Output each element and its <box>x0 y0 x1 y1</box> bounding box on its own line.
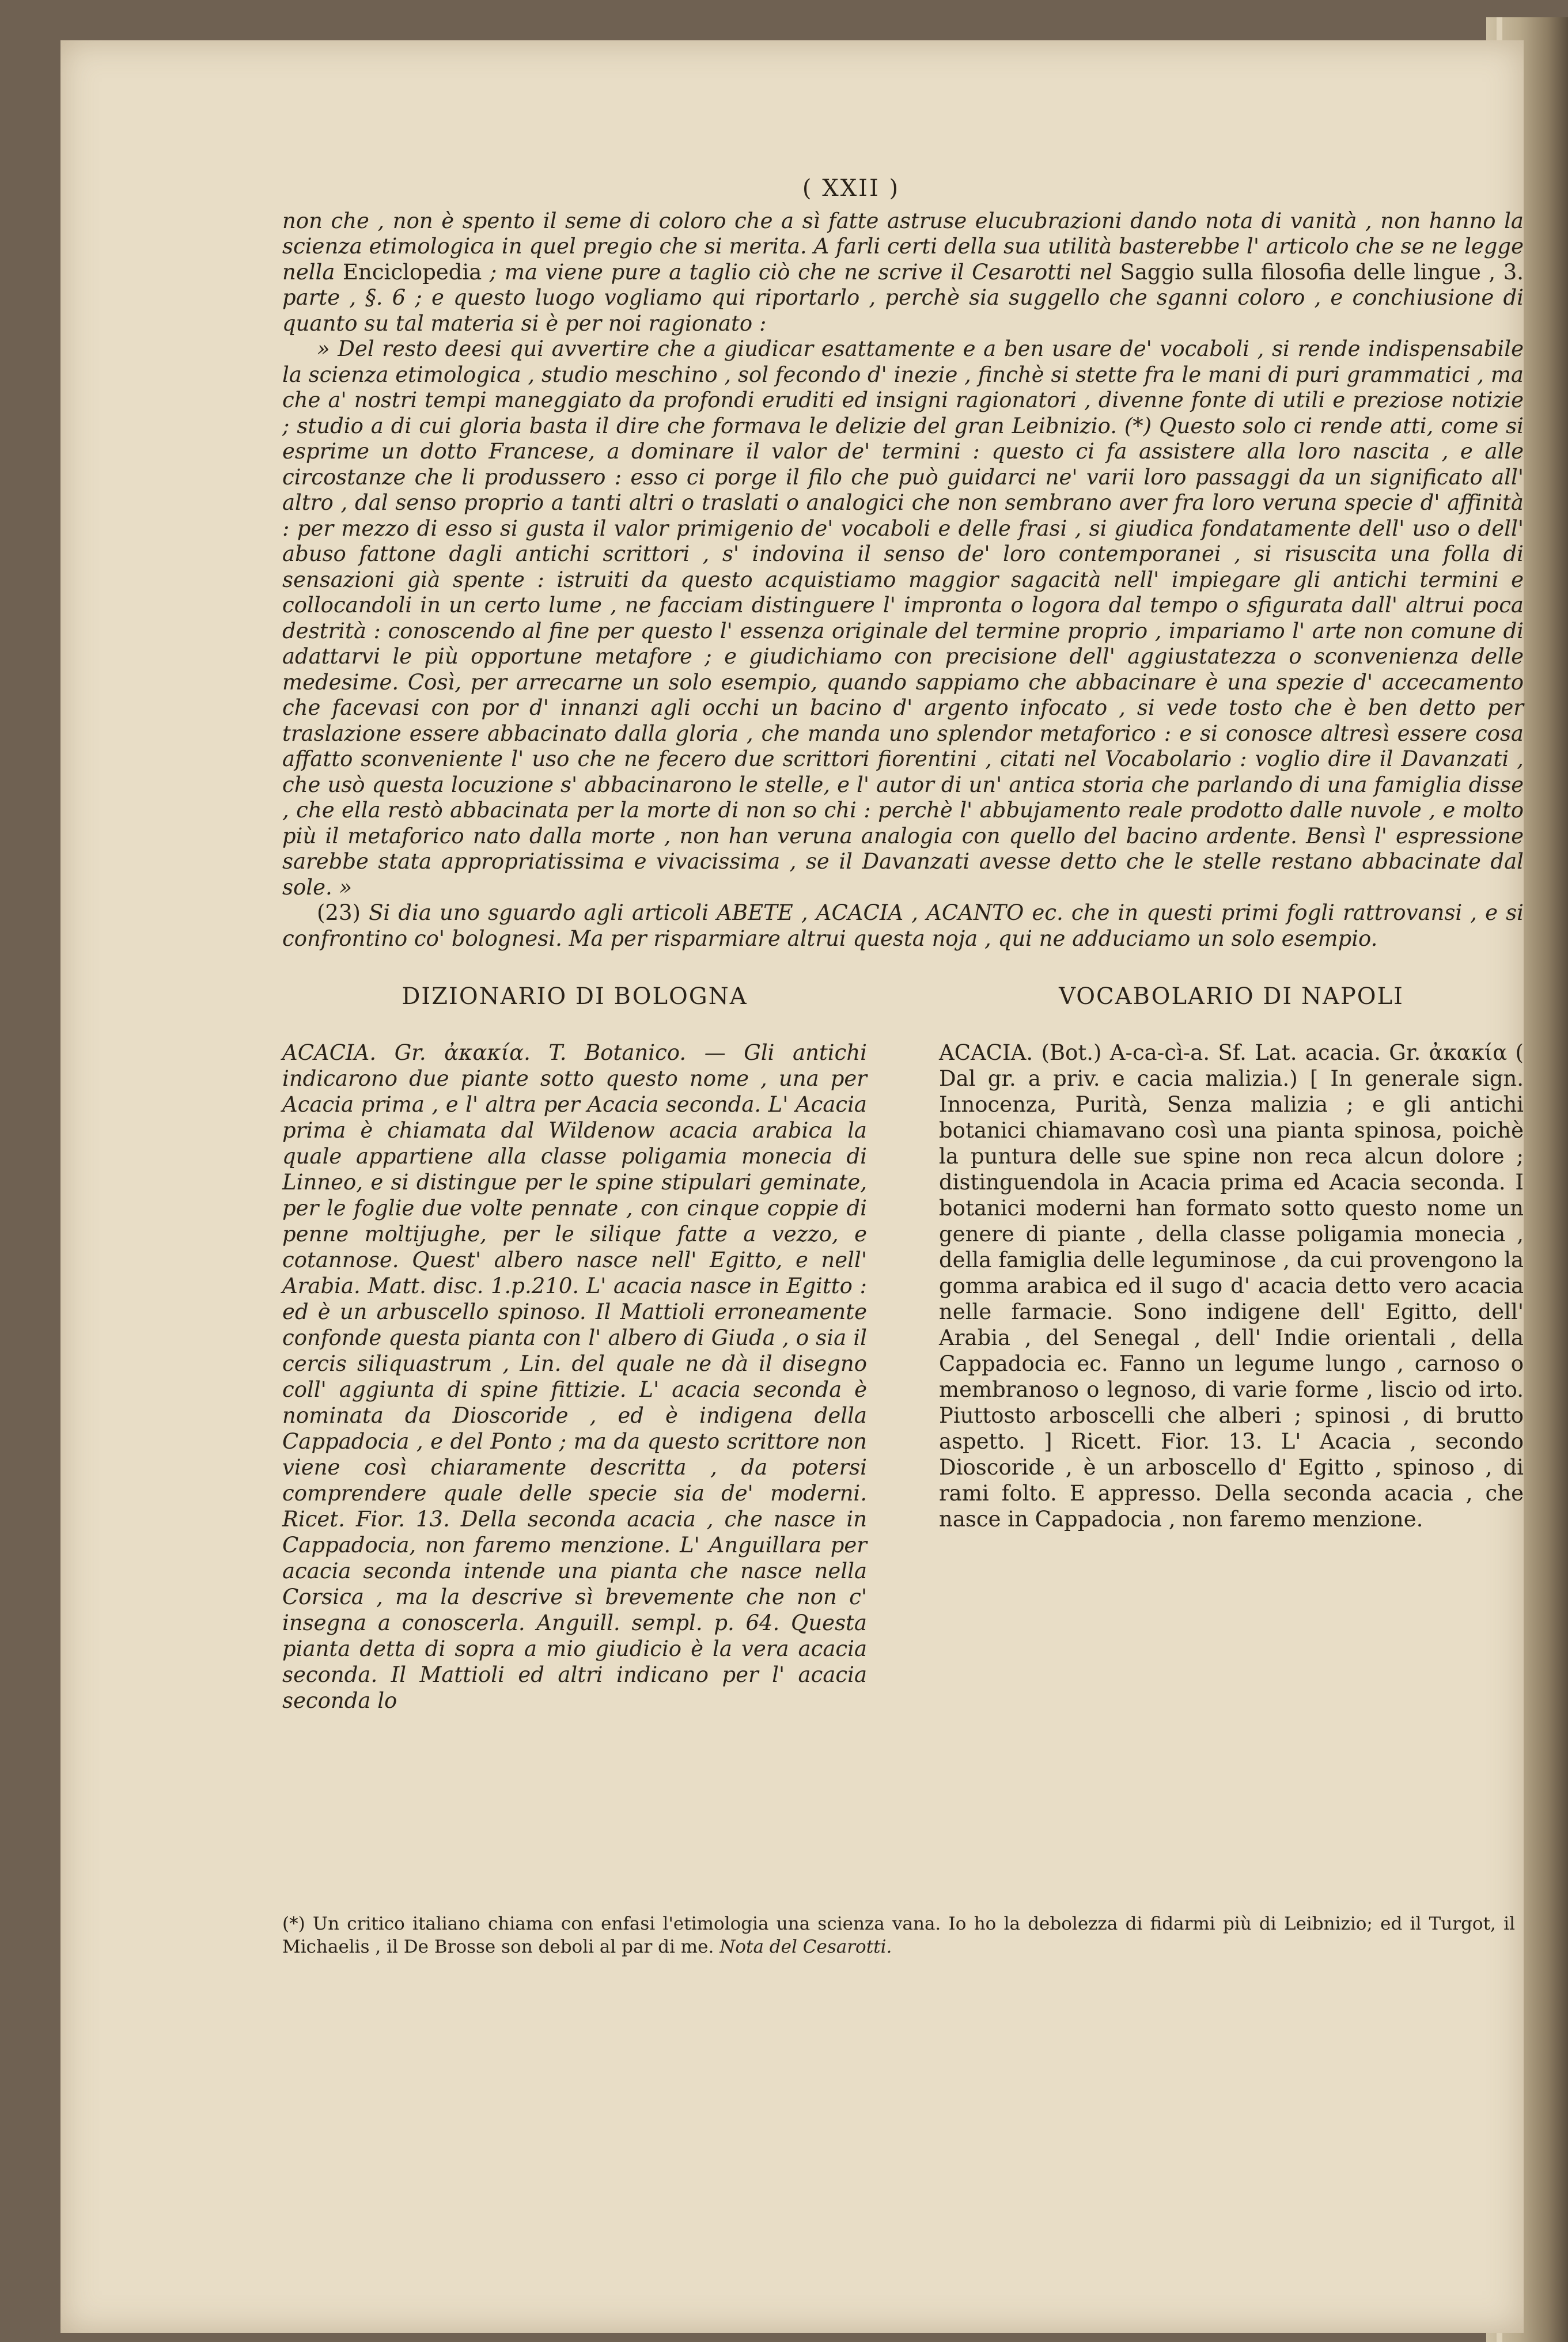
column-napoli-title: VOCABOLARIO DI NAPOLI <box>1059 983 1404 1010</box>
footnote-text: (*) Un critico italiano chiama con enfasi l'etimologia una scienza vana. Io ho la debolezza di fidarmi più di Leibnizio; ed il Turgot, il Michaelis , il De Brosse son deboli al par di me. <box>282 1913 1515 1957</box>
column-bologna-title: DIZIONARIO DI BOLOGNA <box>402 983 748 1010</box>
column-napoli-text: ACACIA. (Bot.) A-ca-cì-a. Sf. Lat. acacia. Gr. ἀκακία ( Dal gr. a priv. e cacia malizia.) [ In generale sign. Innocenza, Purità, Senza malizia ; e gli antichi botanici chiamavano così una pianta spinosa, poichè la puntura delle sue spine non reca alcun dolore ; distinguendola in Acacia prima ed Acacia seconda. I botanici moderni han formato sotto questo nome un genere di piante , della classe poligamia monecia , della famiglia delle leguminose , da cui provengono la gomma arabica ed il sugo d' acacia detto vero acacia nelle farmacie. Sono indigene dell' Egitto, dell' Arabia , del Senegal , dell' Indie orientali , della Cappadocia ec. Fanno un legume lungo , carnoso o membranoso o legnoso, di varie forme , liscio od irto. Piuttosto arboscelli che alberi ; spinosi , di brutto aspetto. ] Ricett. Fior. 13. L' Acacia , secondo Dioscoride , è un arboscello d' Egitto , spinoso , di rami folto. E appresso. Della seconda acacia , che nasce in Cappadocia , non faremo menzione. <box>939 1040 1524 1532</box>
column-bologna <box>282 984 867 1714</box>
intro-text-2: ; ma viene pure a taglio ciò che ne scrive il Cesarotti nel <box>489 259 1112 285</box>
intro-ref-saggio: Saggio sulla filosofia delle lingue , 3. <box>1120 259 1524 285</box>
intro-paragraph <box>282 209 1524 337</box>
note-23-number: (23) <box>317 900 361 925</box>
column-bologna-text: ACACIA. Gr. ἀκακία. T. Botanico. — Gli antichi indicarono due piante sotto questo nome , una per Acacia prima , e l' altra per Acacia seconda. L' Acacia prima è chiamata dal Wildenow acacia arabica la quale appartiene alla classe poligamia monecia di Linneo, e si distingue per le spine stipulari geminate, per le foglie due volte pennate , con cinque coppie di penne moltijughe, per le silique fatte a vezzo, e cotannose. Quest' albero nasce nell' Egitto, e nell' Arabia. Matt. disc. 1.p.210. L' acacia nasce in Egitto : ed è un arbuscello spinoso. Il Mattioli erroneamente confonde questa pianta con l' albero di Giuda , o sia il cercis siliquastrum , Lin. del quale ne dà il disegno coll' aggiunta di spine fittizie. L' acacia seconda è nominata da Dioscoride , ed è indigena della Cappadocia , e del Ponto ; ma da questo scrittore non viene così chiaramente descritta , da potersi comprendere quale delle specie sia de' moderni. Ricet. Fior. 13. Della seconda acacia , che nasce in Cappadocia, non faremo menzione. L' Anguillara per acacia seconda intende una pianta che nasce nella Corsica , ma la descrive sì brevemente che non c' insegna a conoscerla. Anguill. sempl. p. 64. Questa pianta detta di sopra a mio giudicio è la vera acacia seconda. Il Mattioli ed altri indicano per l' acacia seconda lo <box>282 1040 867 1713</box>
footnote-signature: Nota del Cesarotti. <box>719 1936 892 1957</box>
page-number: ( XXII ) <box>802 175 900 202</box>
intro-ref-encyclopedia: Enciclopedia <box>342 259 482 285</box>
column-napoli <box>939 984 1524 1714</box>
comparison-columns <box>282 984 1524 1714</box>
note-23 <box>282 900 1524 952</box>
page-content <box>282 176 1524 1714</box>
intro-text-3: parte , §. 6 ; e questo luogo vogliamo qui riportarlo , perchè sia suggello che sganni coloro , e conchiusione di quanto su tal materia si è per noi ragionato : <box>282 285 1524 336</box>
intro-text-1: non che , non è spento il seme di coloro che a sì fatte astruse elucubrazioni dando nota di vanità , non hanno la scienza etimologica in quel pregio che si merita. A farli certi della sua utilità basterebbe l' articolo che se ne legge nella <box>282 208 1524 285</box>
footnote <box>282 1912 1515 1958</box>
note-23-text: Si dia uno sguardo agli articoli ABETE , ACACIA , ACANTO ec. che in questi primi fogli rattrovansi , e si confrontino co' bolognesi. Ma per risparmiare altrui questa noja , qui ne adduciamo un solo esempio. <box>282 900 1524 951</box>
cesarotti-quote: » Del resto deesi qui avvertire che a giudicar esattamente e a ben usare de' vocaboli , si rende indispensabile la scienza etimologica , studio meschino , sol fecondo d' inezie , finchè si stette fra le mani di puri grammatici , ma che a' nostri tempi maneggiato da profondi eruditi ed insigni ragionatori , divenne fonte di utili e preziose notizie ; studio a di cui gloria basta il dire che formava le delizie del gran Leibnizio. (*) Questo solo ci rende atti, come si esprime un dotto Francese, a dominare il valor de' termini : questo ci fa assistere alla loro nascita , e alle circostanze che li produssero : esso ci porge il filo che può guidarci ne' varii loro passaggi da un significato all' altro , dal senso proprio a tanti altri o traslati o analogici che non sembrano aver fra loro veruna specie d' affinità : per mezzo di esso si gusta il valor primigenio de' vocaboli e delle frasi , si giudica fondatamente dell' uso o dell' abuso fattone dagli antichi scrittori , s' indovina il senso de' loro contemporanei , si risuscita una folla di sensazioni già spente : istruiti da questo acquistiamo maggior sagacità nell' impiegare gli antichi termini e collocandoli in un certo lume , ne facciam distinguere l' impronta o logora dal tempo o sfigurata dall' altrui poca destrità : conoscendo al fine per questo l' essenza originale del termine proprio , impariamo l' arte non comune di adattarvi le più opportune metafore ; e giudichiamo con precisione dell' aggiustatezza o sconvenienza delle medesime. Così, per arrecarne un solo esempio, quando sappiamo che abbacinare è una spezie d' accecamento che facevasi con por d' innanzi agli occhi un bacino d' argento infocato , si vede tosto che è ben detto per traslazione essere abbacinato dalla gloria , che manda uno splendor metaforico : e si conosce altresì essere cosa affatto sconveniente l' uso che ne fecero due scrittori fiorentini , citati nel Vocabolario : voglio dire il Davanzati , che usò questa locuzione s' abbacinarono le stelle, e l' autor di un' antica storia che parlando di una famiglia disse , che ella restò abbacinata per la morte di non so chi : perchè l' abbujamento reale prodotto dalle nuvole , e molto più il metaforico nato dalla morte , non han veruna analogia con quello del bacino ardente. Bensì l' espressione sarebbe stata appropriatissima e vivacissima , se il Davanzati avesse detto che le stelle restano abbacinate dal sole. » <box>282 336 1524 900</box>
